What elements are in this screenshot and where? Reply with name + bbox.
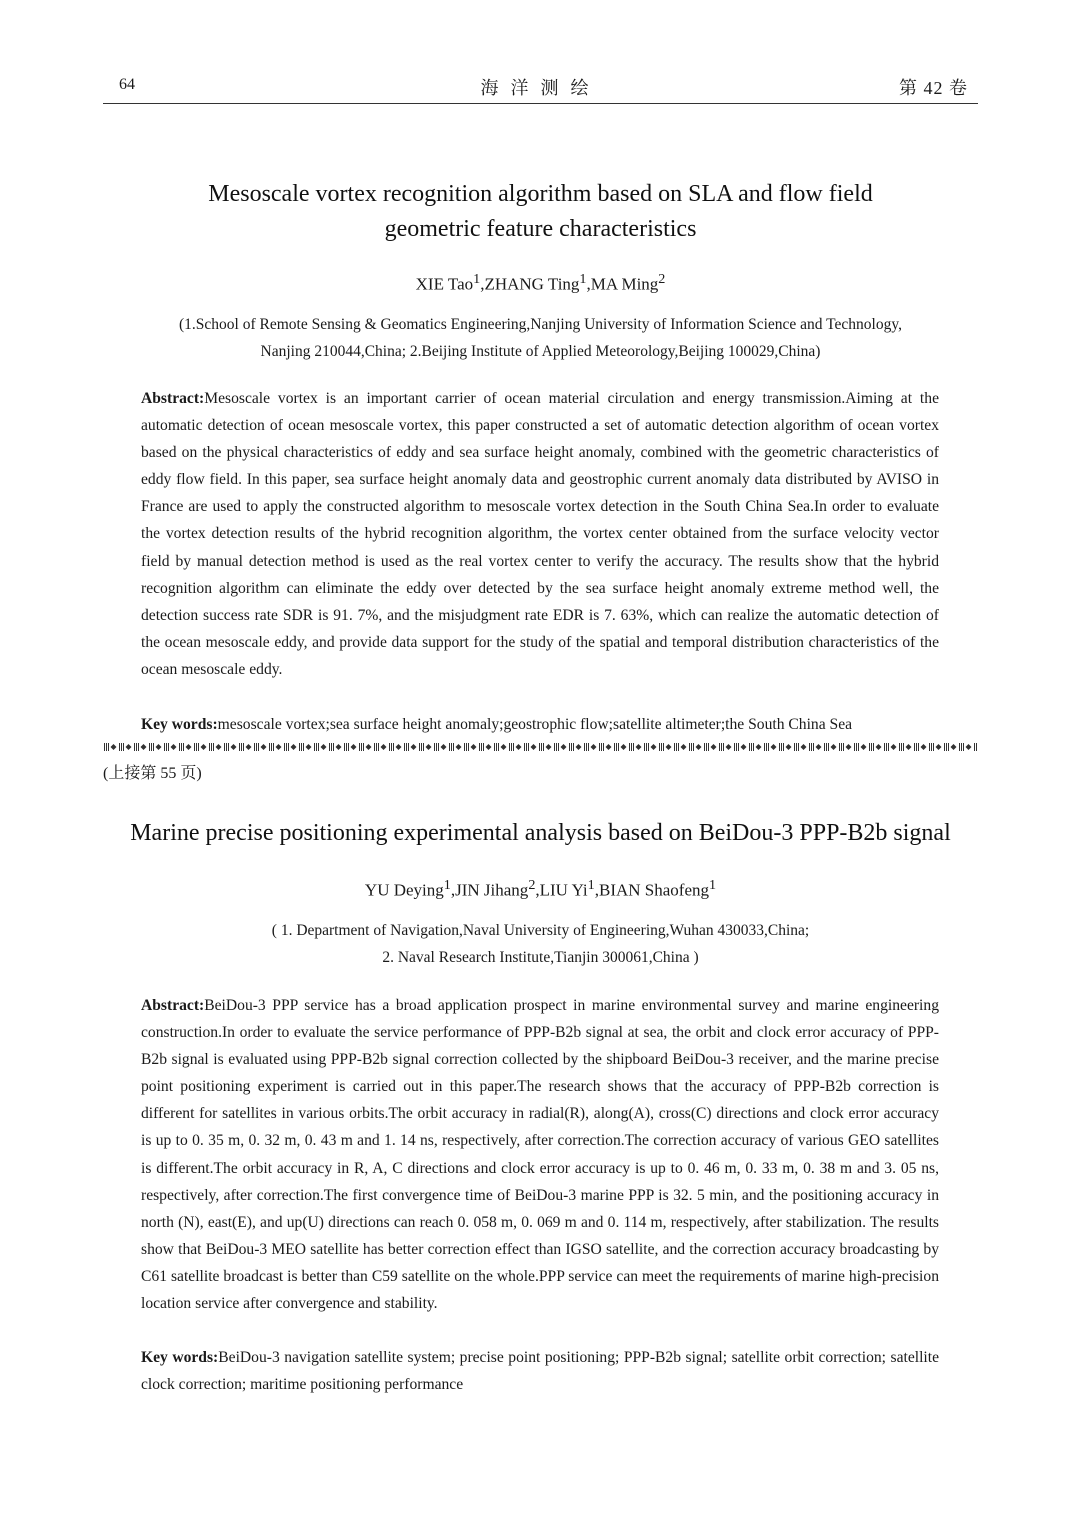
page-number: 64 xyxy=(119,76,135,93)
paper2-title: Marine precise positioning experimental analysis based on BeiDou-3 PPP-B2b signal xyxy=(130,820,951,846)
header-rule xyxy=(103,103,978,104)
abstract-label: Abstract: xyxy=(141,997,205,1014)
abstract-text: BeiDou-3 PPP service has a broad application prospect in marine environmental survey and marine engineering construction.In order to evaluate the service performance of PPP-B2b signal at sea, the orbit and clock error accuracy of PPP-B2b signal is evaluated using PPP-B2b signal correction collected by the shipboard BeiDou-3 receiver, and the marine precise point positioning experiment is carried out in this paper.The research shows that the accuracy of PPP-B2b correction is different for satellites in various orbits.The orbit accuracy in radial(R), along(A), cross(C) directions and clock error accuracy is up to 0. 35 m, 0. 32 m, 0. 43 m and 1. 14 ns, respectively, after correction.The correction accuracy of various GEO satellites is different.The orbit accuracy in R, A, C directions and clock error accuracy is up to 0. 46 m, 0. 33 m, 0. 38 m and 3. 05 ns, respectively, after correction.The first convergence time of BeiDou-3 marine PPP is 32. 5 min, and the positioning accuracy in north (N), east(E), and up(U) directions can reach 0. 058 m, 0. 069 m and 0. 114 m, respectively, after stabilization. The results show that BeiDou-3 MEO satellite has better correction effect than IGSO satellite, and the correction accuracy broadcasting by C61 satellite broadcast is better than C59 satellite on the whole.PPP service can meet the requirements of marine high-precision location service after convergence and stability. xyxy=(141,997,939,1313)
author-name: BIAN Shaofeng xyxy=(598,880,709,900)
paper1-keywords xyxy=(141,711,939,738)
author-aff: 1 xyxy=(579,271,587,287)
paper1-authors: XIE Tao$^1$,ZHANG Ting$^1$,MA Ming$^2$ xyxy=(415,271,666,294)
author-aff: 2 xyxy=(528,877,536,893)
paper2-affiliations xyxy=(103,917,978,971)
keywords-label: Key words: xyxy=(141,1349,219,1366)
author-name: MA Ming xyxy=(590,274,659,294)
paper2-affiliation-line2: 2. Naval Research Institute,Tianjin 300061,China ) xyxy=(382,949,699,966)
paper1-affiliation-line1: (1.School of Remote Sensing & Geomatics Engineering,Nanjing University of Information Science and Technology, xyxy=(179,316,902,333)
running-header xyxy=(103,72,978,104)
author-name: ZHANG Ting xyxy=(484,274,580,294)
paper1-affiliation-line2: Nanjing 210044,China; 2.Beijing Institute of Applied Meteorology,Beijing 100029,China) xyxy=(260,343,821,360)
paper2-keywords xyxy=(141,1344,939,1398)
volume-label: 第 42 卷 xyxy=(899,78,968,98)
paper1-title-line1: Mesoscale vortex recognition algorithm based on SLA and flow field xyxy=(208,181,873,207)
journal-name: 海洋测绘 xyxy=(480,78,601,98)
abstract-label: Abstract: xyxy=(141,390,205,407)
paper2-authors: YU Deying$^1$,JIN Jihang$^2$,LIU Yi$^1$,BIAN Shaofeng$^1$ xyxy=(364,877,717,900)
paper1-title-line2: geometric feature characteristics xyxy=(384,216,697,242)
paper1-affiliations xyxy=(103,311,978,365)
author-name: XIE Tao xyxy=(415,274,474,294)
author-aff: 2 xyxy=(658,271,666,287)
author-aff: 1 xyxy=(709,877,717,893)
ornament-divider xyxy=(103,741,978,753)
paper2-affiliation-line1: ( 1. Department of Navigation,Naval University of Engineering,Wuhan 430033,China; xyxy=(271,922,810,939)
author-aff: 1 xyxy=(587,877,595,893)
author-name: LIU Yi xyxy=(539,880,588,900)
paper1-title xyxy=(103,177,978,247)
author-aff: 1 xyxy=(473,271,481,287)
continued-note: (上接第 55 页) xyxy=(103,765,202,782)
author-name: JIN Jihang xyxy=(455,880,529,900)
keywords-label: Key words: xyxy=(141,716,218,733)
abstract-text: Mesoscale vortex is an important carrier of ocean material circulation and energy transmission.Aiming at the automatic detection of ocean mesoscale vortex, this paper constructed a set of automatic detection algorithm of ocean vortex based on the physical characteristics of eddy and sea surface height anomaly, combined with the geometric characteristics of eddy flow field. In this paper, sea surface height anomaly data and geostrophic current anomaly data distributed by AVISO in France are used to apply the constructed algorithm to mesoscale vortex detection in the South China Sea.In order to evaluate the vortex detection results of the hybrid recognition algorithm, the vortex center obtained from the surface velocity vector field by manual detection method is used as the real vortex center to verify the accuracy. The results show that the hybrid recognition algorithm can eliminate the eddy over detected by the sea surface height anomaly extreme method well, the detection success rate SDR is 91. 7%, and the misjudgment rate EDR is 7. 63%, which can realize the automatic detection of the ocean mesoscale eddy, and provide data support for the study of the spatial and temporal distribution characteristics of the ocean mesoscale eddy. xyxy=(141,390,939,678)
author-aff: 1 xyxy=(443,877,451,893)
author-name: YU Deying xyxy=(364,880,444,900)
keywords-text: mesoscale vortex;sea surface height anomaly;geostrophic flow;satellite altimeter;the South China Sea xyxy=(217,716,853,733)
paper1-abstract xyxy=(141,385,939,683)
keywords-text: BeiDou-3 navigation satellite system; precise point positioning; PPP-B2b signal; satellite orbit correction; satellite clock correction; maritime positioning performance xyxy=(141,1349,939,1394)
paper2-abstract xyxy=(141,992,939,1317)
